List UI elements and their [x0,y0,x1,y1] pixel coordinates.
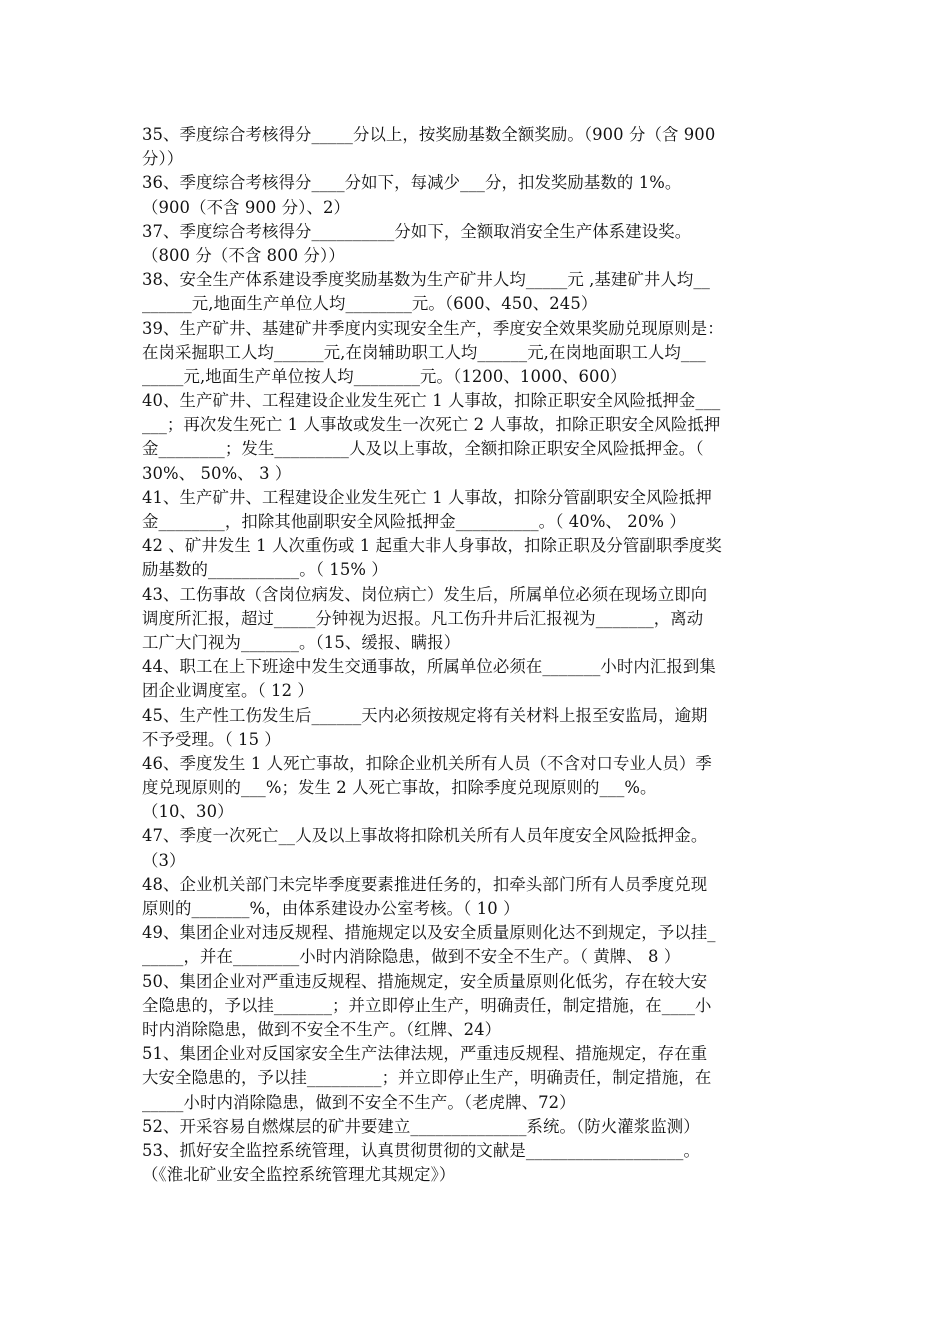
text-line: 全隐患的，予以挂_______；并立即停止生产，明确责任，制定措施，在____小 [142,995,712,1015]
text-line: 时内消除隐患，做到不安全不生产。（红牌、24） [142,1019,502,1039]
text-line: 原则的_______%，由体系建设办公室考核。（ 10 ） [142,899,520,918]
text-line: 41、生产矿井、工程建设企业发生死亡 1 人事故，扣除分管副职安全风险抵押 [142,487,712,507]
text-line: 调度所汇报，超过_____分钟视为迟报。凡工伤升井后汇报视为_______，离动 [142,608,704,628]
text-line: _____小时内消除隐患，做到不安全不生产。（老虎牌、72） [142,1092,576,1112]
text-line: _____，并在________小时内消除隐患，做到不安全不生产。（ 黄牌、 8 ） [142,947,681,967]
text-line: 46、季度发生 1 人死亡事故，扣除企业机关所有人员（不含对口专业人员）季 [142,753,712,773]
text-line: （《淮北矿业安全监控系统管理尤其规定》） [142,1165,456,1185]
text-line: ______元,地面生产单位人均________元。（600、450、245） [142,294,598,314]
text-line: （10、30） [142,802,234,822]
text-line: _____元,地面生产单位按人均________元。（1200、1000、600） [142,366,627,386]
text-line: 金________；发生_________人及以上事故，全额扣除正职安全风险抵押金。（ [142,439,704,459]
text-line: （900（不含 900 分）、2） [142,197,351,217]
text-line: 47、季度一次死亡__人及以上事故将扣除机关所有人员年度安全风险抵押金。 [142,826,708,846]
text-line: 35、季度综合考核得分_____分以上，按奖励基数全额奖励。（900 分（含 900 [142,125,716,144]
text-line: 大安全隐患的，予以挂_________；并立即停止生产，明确责任，制定措施，在 [142,1068,712,1088]
text-line: 在岗采掘职工人均______元,在岗辅助职工人均______元,在岗地面职工人均___ [142,342,706,362]
text-line: 30%、 50%、 3 ） [142,463,292,483]
text-line: 36、季度综合考核得分____分如下，每减少___分，扣发奖励基数的 1%。 [142,173,682,193]
text-line: 37、季度综合考核得分__________分如下，全额取消安全生产体系建设奖。 [142,221,692,241]
text-line: （800 分（不含 800 分）） [142,245,345,265]
text-line: ___；再次发生死亡 1 人事故或发生一次死亡 2 人事故，扣除正职安全风险抵押 [142,415,721,435]
text-line: 金________，扣除其他副职安全风险抵押金__________。（ 40%、 20% ） [142,512,686,531]
text-line: 44、职工在上下班途中发生交通事故，所属单位必须在_______小时内汇报到集 [142,657,716,677]
text-line: 工广大门视为_______。（15、缓报、瞒报） [142,632,461,652]
text-line: 42 、矿井发生 1 人次重伤或 1 起重大非人身事故，扣除正职及分管副职季度奖 [142,536,722,556]
text-line: 50、集团企业对严重违反规程、措施规定，安全质量原则化低劣，存在较大安 [142,971,708,991]
text-line: 39、生产矿井、基建矿井季度内实现安全生产，季度安全效果奖励兑现原则是： [142,318,724,338]
text-line: 49、集团企业对违反规程、措施规定以及安全质量原则化达不到规定，予以挂_ [142,923,716,943]
document-page [142,123,814,1187]
text-line: 52、开采容易自燃煤层的矿井要建立______________系统。（防火灌浆监测） [142,1116,700,1136]
text-line: 53、抓好安全监控系统管理，认真贯彻贯彻的文献是___________________。 [142,1140,700,1160]
text-line: 51、集团企业对反国家安全生产法律法规，严重违反规程、措施规定，存在重 [142,1044,708,1064]
text-line: 45、生产性工伤发生后______天内必须按规定将有关材料上报至安监局，逾期 [142,705,708,725]
text-line: 度兑现原则的___%；发生 2 人死亡事故，扣除季度兑现原则的___%。 [142,778,657,798]
text-line: 团企业调度室。（ 12 ） [142,681,314,701]
text-line: （3） [142,850,186,870]
text-line: 43、工伤事故（含岗位病发、岗位病亡）发生后，所属单位必须在现场立即向 [142,584,708,604]
text-line: 分）） [142,149,184,169]
text-line: 励基数的___________。（ 15% ） [142,560,388,580]
text-line: 不予受理。（ 15 ） [142,729,281,749]
text-line: 48、企业机关部门未完毕季度要素推进任务的，扣牵头部门所有人员季度兑现 [142,874,708,894]
text-line: 40、生产矿井、工程建设企业发生死亡 1 人事故，扣除正职安全风险抵押金___ [142,391,721,411]
text-line: 38、安全生产体系建设季度奖励基数为生产矿井人均_____元 ,基建矿井人均__ [142,270,710,290]
